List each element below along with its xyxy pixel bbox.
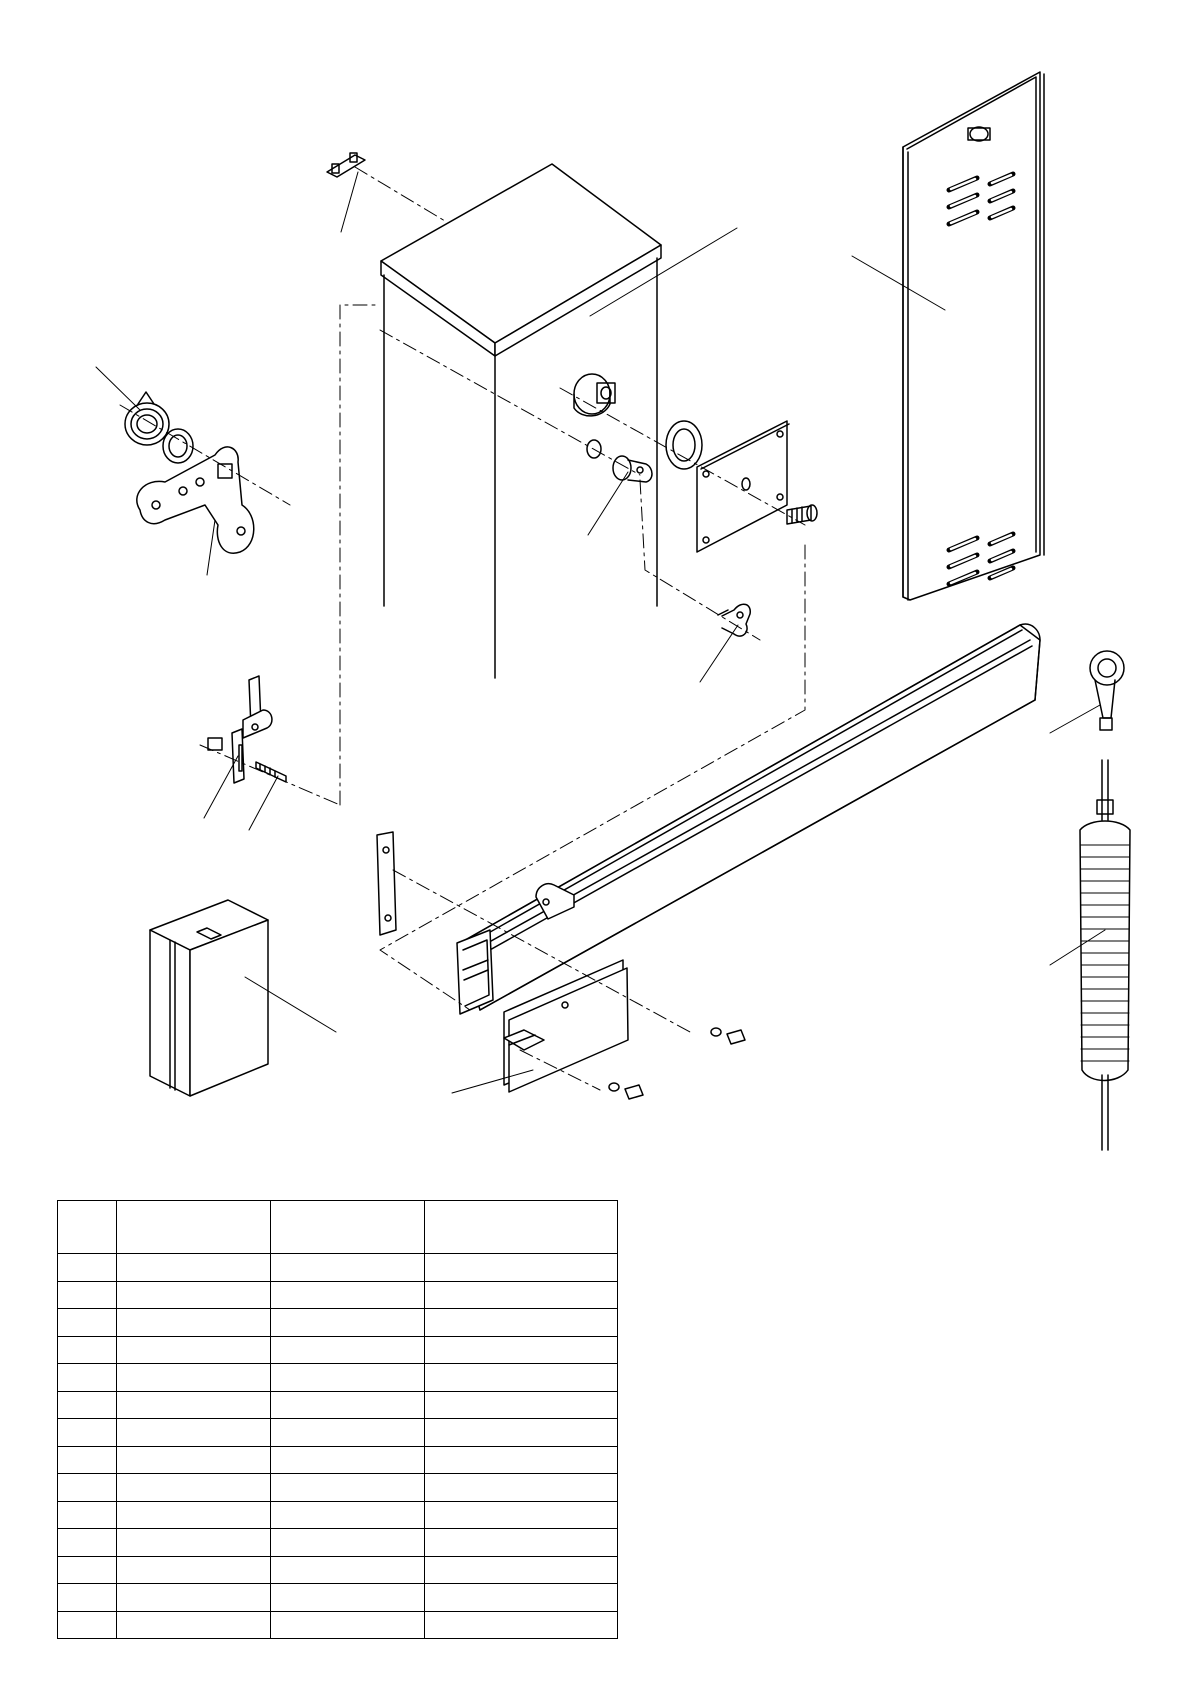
table-row — [58, 1446, 618, 1474]
table-cell — [425, 1529, 618, 1557]
table-cell — [271, 1391, 425, 1419]
table-cell — [425, 1391, 618, 1419]
table-cell — [117, 1419, 271, 1447]
table-cell — [117, 1529, 271, 1557]
table-cell — [58, 1309, 117, 1337]
leader-lever-arm — [207, 520, 215, 575]
table-cell — [271, 1556, 425, 1584]
boom-beam — [457, 624, 1040, 1014]
leader-rod-end — [1050, 705, 1100, 733]
table-cell — [58, 1281, 117, 1309]
table-row — [58, 1556, 618, 1584]
table-cell — [271, 1584, 425, 1612]
parts-list-table — [57, 1200, 618, 1639]
table-cell — [425, 1419, 618, 1447]
table-cell — [58, 1391, 117, 1419]
table-cell — [117, 1336, 271, 1364]
table-cell — [58, 1336, 117, 1364]
table-row — [58, 1529, 618, 1557]
table-cell — [58, 1611, 117, 1639]
table-cell — [58, 1556, 117, 1584]
beam-mounting-plate — [697, 421, 789, 552]
table-cell — [117, 1391, 271, 1419]
leader-retainer-ring — [96, 367, 140, 410]
table-cell — [425, 1254, 618, 1282]
leader-limit-switch — [204, 756, 238, 818]
table-cell — [271, 1501, 425, 1529]
gearmotor-hub — [574, 374, 615, 416]
table-cell — [117, 1364, 271, 1392]
leader-adjustment-screw — [249, 776, 278, 830]
parts-table-header-row — [58, 1201, 618, 1254]
table-cell — [425, 1336, 618, 1364]
table-cell — [117, 1474, 271, 1502]
rod-end-joint — [1090, 651, 1124, 730]
top-clip — [327, 153, 365, 177]
table-row — [58, 1336, 618, 1364]
table-cell — [58, 1446, 117, 1474]
table-cell — [425, 1556, 618, 1584]
adjustment-screw — [256, 762, 286, 782]
header-cell-description — [117, 1201, 271, 1254]
table-cell — [271, 1309, 425, 1337]
table-cell — [117, 1584, 271, 1612]
table-row — [58, 1474, 618, 1502]
column-door-panel — [903, 72, 1044, 600]
table-cell — [58, 1419, 117, 1447]
table-row — [58, 1309, 618, 1337]
table-row — [58, 1254, 618, 1282]
leader-shaft-pin — [588, 472, 628, 535]
table-cell — [271, 1254, 425, 1282]
table-cell — [271, 1446, 425, 1474]
table-cell — [58, 1254, 117, 1282]
table-cell — [117, 1446, 271, 1474]
table-cell — [117, 1281, 271, 1309]
table-cell — [425, 1501, 618, 1529]
table-cell — [58, 1501, 117, 1529]
table-cell — [117, 1254, 271, 1282]
table-row — [58, 1501, 618, 1529]
leader-release-key — [700, 625, 738, 682]
table-cell — [425, 1446, 618, 1474]
table-cell — [117, 1309, 271, 1337]
table-cell — [271, 1611, 425, 1639]
table-cell — [271, 1529, 425, 1557]
balancing-spring — [1080, 760, 1130, 1150]
table-cell — [271, 1336, 425, 1364]
table-cell — [58, 1364, 117, 1392]
table-cell — [425, 1584, 618, 1612]
table-cell — [425, 1611, 618, 1639]
table-cell — [425, 1281, 618, 1309]
cap-screws — [609, 1028, 745, 1099]
table-cell — [425, 1309, 618, 1337]
leader-top-clip — [341, 172, 358, 232]
table-cell — [58, 1474, 117, 1502]
plate-bolt — [787, 505, 817, 524]
table-cell — [271, 1281, 425, 1309]
table-row — [58, 1364, 618, 1392]
table-cell — [58, 1584, 117, 1612]
header-cell-number — [58, 1201, 117, 1254]
table-row — [58, 1281, 618, 1309]
header-cell-notes — [425, 1201, 618, 1254]
table-cell — [271, 1474, 425, 1502]
table-cell — [58, 1529, 117, 1557]
beam-strip-plate — [377, 832, 396, 935]
table-row — [58, 1584, 618, 1612]
table-cell — [117, 1556, 271, 1584]
spring-retainer-ring — [125, 392, 193, 463]
shaft-pin — [613, 456, 652, 482]
flange-washer — [666, 421, 702, 469]
table-cell — [425, 1364, 618, 1392]
table-row — [58, 1611, 618, 1639]
table-cell — [117, 1501, 271, 1529]
table-cell — [271, 1364, 425, 1392]
table-cell — [271, 1419, 425, 1447]
control-box — [150, 900, 268, 1096]
table-row — [58, 1391, 618, 1419]
table-row — [58, 1419, 618, 1447]
table-cell — [425, 1474, 618, 1502]
table-cell — [117, 1611, 271, 1639]
header-cell-code — [271, 1201, 425, 1254]
lever-arm-plate — [137, 447, 254, 553]
